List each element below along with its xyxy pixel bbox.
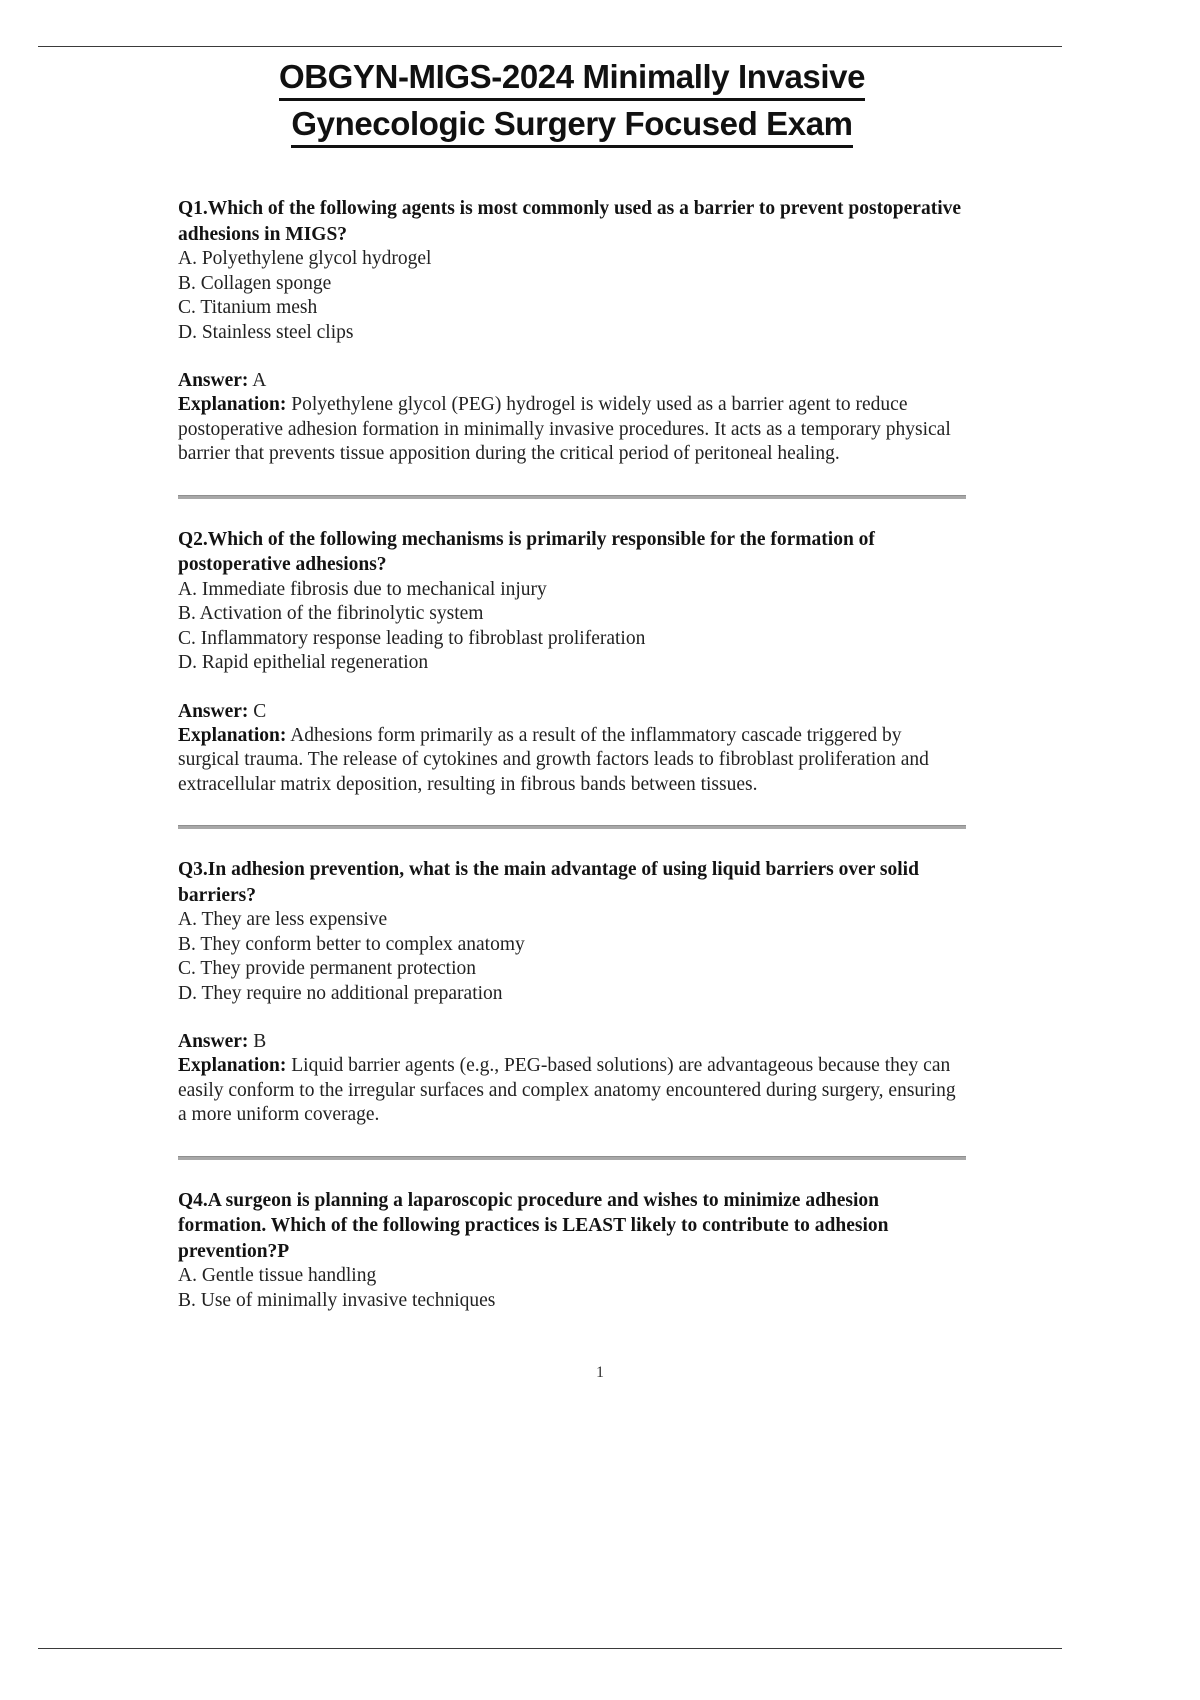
page-content <box>178 56 966 1313</box>
question-text-2: Which of the following mechanisms is primarily responsible for the formation of postoperative adhesions? <box>178 528 875 575</box>
answer-label-2: Answer: <box>178 700 249 722</box>
question-number-2: Q2. <box>178 528 208 550</box>
answer-value-2: C <box>253 700 267 722</box>
question-stem-2 <box>178 527 966 578</box>
question-block-4 <box>178 1188 966 1314</box>
answer-value-3: B <box>253 1031 267 1052</box>
answer-line-2 <box>178 699 966 724</box>
question-text-1: Which of the following agents is most commonly used as a barrier to prevent postoperative adhesions in MIGS? <box>178 198 962 245</box>
option-1-c[interactable]: C. Titanium mesh <box>178 297 318 318</box>
question-stem-1 <box>178 196 966 247</box>
explanation-label-2: Explanation: <box>178 724 287 746</box>
page-title <box>178 56 966 148</box>
question-stem-4 <box>178 1188 966 1265</box>
option-2-b[interactable]: B. Activation of the fibrinolytic system <box>178 603 484 624</box>
question-number-3: Q3. <box>178 859 208 880</box>
question-stem-3 <box>178 857 966 908</box>
explanation-1 <box>178 393 966 467</box>
question-number-4: Q4. <box>178 1189 208 1211</box>
option-3-c[interactable]: C. They provide permanent protection <box>178 958 477 979</box>
option-1-a[interactable]: A. Polyethylene glycol hydrogel <box>178 248 432 269</box>
option-1-d[interactable]: D. Stainless steel clips <box>178 321 354 343</box>
answer-line-1 <box>178 368 966 393</box>
question-text-3: In adhesion prevention, what is the main advantage of using liquid barriers over solid barriers? <box>178 859 919 906</box>
option-2-c[interactable]: C. Inflammatory response leading to fibroblast proliferation <box>178 627 646 649</box>
option-1-b[interactable]: B. Collagen sponge <box>178 272 332 294</box>
explanation-2 <box>178 724 966 798</box>
answer-label-3: Answer: <box>178 1031 249 1052</box>
explanation-text-1: Polyethylene glycol (PEG) hydrogel is widely used as a barrier agent to reduce postoperative adhesion formation in minimally invasive procedures. It acts as a temporary physical barrier that prevents tissue apposition during the critical period of peritoneal healing. <box>178 394 951 464</box>
question-text-4: A surgeon is planning a laparoscopic procedure and wishes to minimize adhesion formation. Which of the following practices is LEAST likely to contribute to adhesion prevention?P <box>178 1189 889 1262</box>
question-number-1: Q1. <box>178 198 208 219</box>
page-title-line-2: Gynecologic Surgery Focused Exam <box>291 103 852 148</box>
question-block-2 <box>178 527 966 830</box>
page-number: 1 <box>596 1364 604 1381</box>
option-3-a[interactable]: A. They are less expensive <box>178 909 388 930</box>
answer-label-1: Answer: <box>178 370 249 391</box>
option-2-a[interactable]: A. Immediate fibrosis due to mechanical injury <box>178 578 547 600</box>
question-block-3 <box>178 857 966 1160</box>
page-title-line-1: OBGYN-MIGS-2024 Minimally Invasive <box>279 56 865 101</box>
option-3-d[interactable]: D. They require no additional preparation <box>178 982 503 1004</box>
option-3-b[interactable]: B. They conform better to complex anatomy <box>178 933 525 955</box>
page-bottom-rule <box>38 1648 1062 1649</box>
option-2-d[interactable]: D. Rapid epithelial regeneration <box>178 652 429 673</box>
option-4-b[interactable]: B. Use of minimally invasive techniques <box>178 1289 496 1311</box>
explanation-3 <box>178 1054 966 1128</box>
explanation-label-3: Explanation: <box>178 1055 287 1076</box>
option-4-a[interactable]: A. Gentle tissue handling <box>178 1265 377 1286</box>
question-block-1 <box>178 196 966 499</box>
answer-value-1: A <box>252 370 267 391</box>
explanation-text-2: Adhesions form primarily as a result of the inflammatory cascade triggered by surgical trauma. The release of cytokines and growth factors leads to fibroblast proliferation and extracellular matrix deposition, resulting in fibrous bands between tissues. <box>178 724 929 795</box>
explanation-text-3: Liquid barrier agents (e.g., PEG-based solutions) are advantageous because they can easily conform to the irregular surfaces and complex anatomy encountered during surgery, ensuring a more uniform coverage. <box>178 1055 956 1125</box>
answer-line-3 <box>178 1029 966 1054</box>
page-top-rule <box>38 46 1062 47</box>
explanation-label-1: Explanation: <box>178 394 287 415</box>
